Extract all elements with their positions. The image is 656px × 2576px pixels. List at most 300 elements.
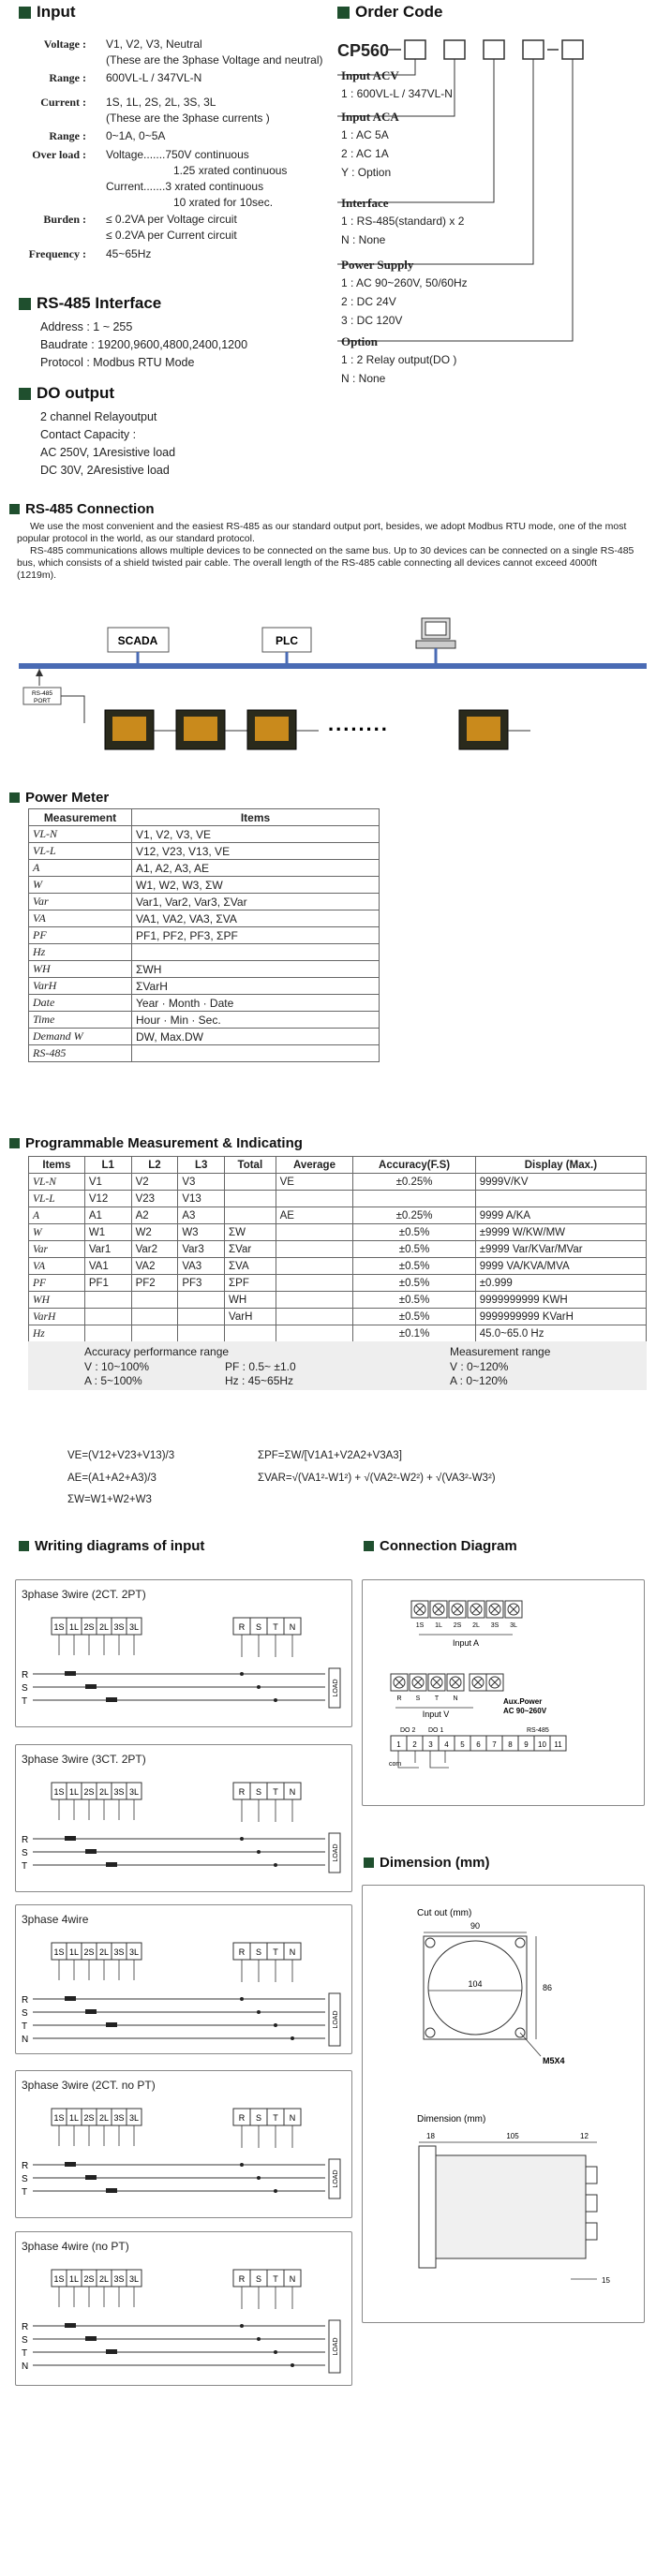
table-row <box>29 1224 647 1241</box>
order-code-option: 2 : DC 24V <box>341 295 396 308</box>
pt-terminal-label: S <box>255 2274 262 2284</box>
items-cell: ΣVarH <box>132 978 380 995</box>
programmable-cell: ±0.25% <box>353 1207 475 1224</box>
rs485-interface-details <box>40 318 247 372</box>
terminal-label: 1S <box>415 1622 425 1629</box>
aux-range-label: AC 90~260V <box>503 1707 547 1715</box>
ct-terminal-label: 3L <box>128 2274 140 2284</box>
computer-icon <box>416 618 455 648</box>
ct-terminal-label: 3L <box>128 2113 140 2123</box>
phase-line-label: T <box>22 2021 28 2032</box>
ct-terminal-label: 2S <box>83 2274 95 2284</box>
ct-coil-icon <box>85 2009 97 2014</box>
programmable-header: Items <box>29 1157 85 1174</box>
do-line: Contact Capacity : <box>40 428 137 441</box>
writing-diagrams-title: Writing diagrams of input <box>19 1538 204 1554</box>
table-row <box>29 894 380 910</box>
phase-line-label: S <box>22 2174 28 2184</box>
ct-terminal-label: 2S <box>83 1787 95 1797</box>
programmable-cell <box>84 1292 131 1309</box>
input-spec-value: Current.......3 xrated continuous <box>106 180 264 193</box>
programmable-cell: PF1 <box>84 1275 131 1292</box>
ct-coil-icon <box>106 2349 117 2354</box>
ct-coil-icon <box>106 1697 117 1702</box>
order-code-option: 1 : AC 90~260V, 50/60Hz <box>341 276 468 289</box>
ct-terminal-label: 3L <box>128 1622 140 1632</box>
section-square-icon <box>19 7 31 19</box>
programmable-cell <box>353 1191 475 1207</box>
table-row <box>29 826 380 843</box>
programmable-cell: V12 <box>84 1191 131 1207</box>
ct-terminal-label: 1L <box>68 1947 80 1957</box>
input-spec-row <box>0 37 86 52</box>
width-90-label: 90 <box>470 1921 481 1931</box>
phase-line-label: T <box>22 2348 28 2359</box>
phase-line-label: R <box>22 2322 29 2332</box>
load-label: LOAD <box>333 2010 339 2029</box>
programmable-cell <box>84 1325 131 1342</box>
table-row <box>29 944 380 961</box>
pt-terminal-label: R <box>238 2113 246 2123</box>
input-spec-label: Current : <box>40 96 86 109</box>
ct-coil-icon <box>106 1862 117 1867</box>
table-row <box>29 843 380 860</box>
bottom-terminal-label: 3 <box>428 1740 433 1749</box>
scada-label: SCADA <box>117 634 158 647</box>
power-meter-title: Power Meter <box>9 790 109 806</box>
writing-diagram-title: 3phase 3wire (2CT. no PT) <box>22 2079 156 2092</box>
plc-label: PLC <box>276 634 298 647</box>
do1-label: DO 1 <box>428 1727 444 1734</box>
table-row <box>29 978 380 995</box>
terminal-label: 3S <box>490 1622 499 1629</box>
programmable-cell <box>276 1241 353 1258</box>
programmable-cell <box>276 1224 353 1241</box>
programmable-cell: ±0.25% <box>353 1174 475 1191</box>
order-code-option: 2 : AC 1A <box>341 147 389 160</box>
table-row <box>29 910 380 927</box>
input-spec-value: 1S, 1L, 2S, 2L, 3S, 3L <box>106 96 216 109</box>
table-row <box>29 1207 647 1224</box>
meter-display-icon <box>467 717 500 741</box>
do-line: AC 250V, 1Aresistive load <box>40 446 176 459</box>
rs485-para-2: RS-485 communications allows multiple devices to be connected on the same bus. Up to 30 devices can be connected on a single RS-485 bus, which consists of a shield twisted pair cable. The overall length of the RS-485 cable connecting all devices cannot exceed 4000ft (1219m). <box>17 545 634 581</box>
table-row <box>29 1191 647 1207</box>
order-code-title: Order Code <box>337 3 443 22</box>
programmable-cell: ±9999 Var/KVar/MVar <box>475 1241 646 1258</box>
rs485-baudrate: Baudrate : 19200,9600,4800,2400,1200 <box>40 338 248 351</box>
continuation-dots: ........ <box>328 712 389 735</box>
input-spec-label: Range : <box>49 129 86 142</box>
programmable-cell: ±0.5% <box>353 1309 475 1325</box>
programmable-cell: 45.0~65.0 Hz <box>475 1325 646 1342</box>
ct-terminal-label: 1L <box>68 2274 80 2284</box>
power-meter-header: Items <box>132 809 380 826</box>
programmable-cell: ±0.5% <box>353 1292 475 1309</box>
writing-diagram-box <box>15 2231 352 2386</box>
meter-display-icon <box>184 717 217 741</box>
pt-terminal-label: R <box>238 1947 246 1957</box>
order-code-option: N : None <box>341 233 386 246</box>
programmable-cell <box>276 1275 353 1292</box>
pt-terminal-label: S <box>255 1622 262 1632</box>
measurement-cell: W <box>29 877 132 894</box>
programmable-cell: Var1 <box>84 1241 131 1258</box>
phase-line-label: S <box>22 1683 28 1694</box>
items-cell: DW, Max.DW <box>132 1029 380 1045</box>
programmable-cell: ±9999 W/KW/MW <box>475 1224 646 1241</box>
programmable-cell <box>178 1325 225 1342</box>
items-cell: ΣWH <box>132 961 380 978</box>
ct-terminal-label: 2L <box>98 1622 110 1632</box>
programmable-cell <box>276 1191 353 1207</box>
programmable-cell: W3 <box>178 1224 225 1241</box>
programmable-cell: V3 <box>178 1174 225 1191</box>
pt-terminal-label: N <box>289 1622 296 1632</box>
dim-15-label: 15 <box>602 2276 610 2285</box>
pt-terminal-label: R <box>238 1622 246 1632</box>
programmable-header: Display (Max.) <box>475 1157 646 1174</box>
programmable-cell: W <box>29 1224 85 1241</box>
svg-text:PORT: PORT <box>34 698 51 704</box>
rs485-address: Address : 1 ~ 255 <box>40 320 133 333</box>
wiring-schematic <box>16 2232 351 2385</box>
order-code-option: 1 : 2 Relay output(DO ) <box>341 353 457 366</box>
section-square-icon <box>9 504 20 514</box>
programmable-cell: Var2 <box>131 1241 178 1258</box>
ct-terminal-label: 3L <box>128 1787 140 1797</box>
programmable-header: Total <box>225 1157 276 1174</box>
phase-line-label: R <box>22 1670 29 1680</box>
measurement-cell: A <box>29 860 132 877</box>
pt-terminal-label: T <box>273 2274 278 2284</box>
ct-coil-icon <box>106 2188 117 2193</box>
measurement-cell: VL-L <box>29 843 132 860</box>
ct-terminal-label: 2L <box>98 1787 110 1797</box>
writing-diagram-title: 3phase 4wire <box>22 1913 89 1926</box>
programmable-cell: V23 <box>131 1191 178 1207</box>
programmable-title: Programmable Measurement & Indicating <box>9 1135 303 1151</box>
formula-sum-var: ΣVAR=√(VA1²-W1²) + √(VA2²-W2²) + √(VA3²-W3²) <box>258 1473 496 1484</box>
table-row <box>29 1258 647 1275</box>
rs485-protocol: Protocol : Modbus RTU Mode <box>40 356 195 369</box>
ct-coil-icon <box>65 1996 76 2001</box>
dim-18-label: 18 <box>426 2132 435 2140</box>
items-cell <box>132 944 380 961</box>
programmable-cell: A2 <box>131 1207 178 1224</box>
bottom-terminal-label: 4 <box>444 1740 449 1749</box>
ct-coil-icon <box>65 2323 76 2328</box>
order-code-group-label: Interface <box>341 196 389 210</box>
programmable-cell: VE <box>276 1174 353 1191</box>
width-104-label: 104 <box>468 1979 483 1989</box>
ct-terminal-label: 3L <box>128 1947 140 1957</box>
input-spec-value: 10 xrated for 10sec. <box>173 196 274 209</box>
table-row <box>29 1045 380 1062</box>
measurement-cell: PF <box>29 927 132 944</box>
ct-terminal-label: 3S <box>113 2113 125 2123</box>
input-spec-row <box>0 129 86 143</box>
pt-terminal-label: N <box>289 1787 296 1797</box>
programmable-cell: ΣW <box>225 1224 276 1241</box>
writing-diagram-box <box>15 1744 352 1892</box>
programmable-cell: Var <box>29 1241 85 1258</box>
programmable-cell: V2 <box>131 1174 178 1191</box>
measurement-cell: Time <box>29 1012 132 1029</box>
formula-ve: VE=(V12+V23+V13)/3 <box>67 1450 175 1461</box>
meter-display-icon <box>112 717 146 741</box>
programmable-cell <box>225 1191 276 1207</box>
ct-terminal-label: 1S <box>53 1622 65 1632</box>
pt-terminal-label: N <box>289 2274 296 2284</box>
height-86-label: 86 <box>543 1983 553 1992</box>
input-title: Input <box>19 3 76 22</box>
programmable-cell: 9999999999 KWH <box>475 1292 646 1309</box>
ct-coil-icon <box>85 2336 97 2341</box>
items-cell: Year · Month · Date <box>132 995 380 1012</box>
terminal-label: R <box>396 1695 402 1702</box>
programmable-cell: VarH <box>29 1309 85 1325</box>
table-row <box>29 1012 380 1029</box>
programmable-cell: AE <box>276 1207 353 1224</box>
items-cell: V1, V2, V3, VE <box>132 826 380 843</box>
programmable-cell: A3 <box>178 1207 225 1224</box>
items-cell: V12, V23, V13, VE <box>132 843 380 860</box>
measurement-cell: RS-485 <box>29 1045 132 1062</box>
ct-terminal-label: 1S <box>53 2113 65 2123</box>
programmable-cell: ±0.5% <box>353 1224 475 1241</box>
pt-terminal-label: S <box>255 1947 262 1957</box>
programmable-cell <box>131 1309 178 1325</box>
dim-12-label: 12 <box>580 2132 589 2140</box>
order-code-option: Y : Option <box>341 166 392 179</box>
load-label: LOAD <box>333 2337 339 2356</box>
measurement-cell: VL-N <box>29 826 132 843</box>
do-output-title: DO output <box>19 384 114 403</box>
input-spec-value: ≤ 0.2VA per Current circuit <box>106 229 237 242</box>
writing-diagram-box <box>15 2070 352 2218</box>
programmable-cell: 9999999999 KVarH <box>475 1309 646 1325</box>
terminal-label: 3L <box>510 1622 517 1629</box>
bottom-terminal-label: 6 <box>476 1740 481 1749</box>
items-cell: Hour · Min · Sec. <box>132 1012 380 1029</box>
load-label: LOAD <box>333 2169 339 2188</box>
phase-line-label: S <box>22 1848 28 1858</box>
programmable-cell <box>276 1309 353 1325</box>
rs485-network-diagram <box>19 600 647 787</box>
rs485-label: RS-485 <box>527 1727 549 1734</box>
pt-terminal-label: R <box>238 1787 246 1797</box>
input-spec-value: (These are the 3phase currents ) <box>106 111 270 125</box>
programmable-cell: W1 <box>84 1224 131 1241</box>
pt-terminal-label: S <box>255 1787 262 1797</box>
ct-terminal-label: 2S <box>83 2113 95 2123</box>
input-spec-label: Range : <box>49 71 86 84</box>
table-row <box>29 1029 380 1045</box>
programmable-cell: Hz <box>29 1325 85 1342</box>
table-row <box>29 860 380 877</box>
input-spec-value: Voltage.......750V continuous <box>106 148 249 161</box>
ct-terminal-label: 3S <box>113 1622 125 1632</box>
accuracy-a: A : 5~100% <box>84 1374 142 1387</box>
ct-terminal-label: 2L <box>98 1947 110 1957</box>
measurement-cell: Hz <box>29 944 132 961</box>
programmable-cell <box>178 1292 225 1309</box>
ct-coil-icon <box>85 1684 97 1689</box>
ct-terminal-label: 2S <box>83 1622 95 1632</box>
measurement-cell: WH <box>29 961 132 978</box>
section-square-icon <box>19 1541 29 1551</box>
programmable-cell: 9999 A/KA <box>475 1207 646 1224</box>
terminal-label: 2S <box>453 1622 462 1629</box>
bottom-terminal-label: 1 <box>396 1740 401 1749</box>
input-spec-value: 45~65Hz <box>106 247 152 260</box>
programmable-cell: ±0.5% <box>353 1258 475 1275</box>
programmable-cell <box>475 1191 646 1207</box>
programmable-cell: 9999V/KV <box>475 1174 646 1191</box>
accuracy-hz: Hz : 45~65Hz <box>225 1374 294 1387</box>
ct-terminal-label: 3S <box>113 1787 125 1797</box>
power-meter-table <box>28 808 380 1062</box>
phase-line-label: T <box>22 1861 28 1872</box>
ct-coil-icon <box>106 2022 117 2027</box>
bottom-terminal-label: 11 <box>554 1740 562 1749</box>
input-spec-value: ≤ 0.2VA per Voltage circuit <box>106 213 237 226</box>
connection-diagram-title: Connection Diagram <box>364 1538 517 1554</box>
ct-terminal-label: 2L <box>98 2274 110 2284</box>
programmable-cell: W2 <box>131 1224 178 1241</box>
order-code-group-label: Option <box>341 334 379 348</box>
programmable-cell: PF3 <box>178 1275 225 1292</box>
programmable-cell: 9999 VA/KVA/MVA <box>475 1258 646 1275</box>
load-label: LOAD <box>333 1843 339 1862</box>
writing-diagram-box <box>15 1904 352 2054</box>
pt-terminal-label: T <box>273 1622 278 1632</box>
ct-terminal-label: 3S <box>113 1947 125 1957</box>
programmable-header: Accuracy(F.S) <box>353 1157 475 1174</box>
connection-svg <box>363 1580 644 1805</box>
ct-terminal-label: 1S <box>53 1947 65 1957</box>
cutout-label: Cut out (mm) <box>417 1908 472 1918</box>
programmable-header: L2 <box>131 1157 178 1174</box>
input-spec-label: Over load : <box>32 148 86 161</box>
programmable-header: L3 <box>178 1157 225 1174</box>
programmable-cell: VL-N <box>29 1174 85 1191</box>
programmable-cell: ±0.5% <box>353 1275 475 1292</box>
dimension-svg <box>363 1886 644 2322</box>
terminal-label: N <box>453 1695 458 1702</box>
input-spec-row <box>0 71 86 85</box>
measurement-a: A : 0~120% <box>450 1374 508 1387</box>
input-spec-row <box>0 213 86 227</box>
do-output-details <box>40 408 175 480</box>
table-row <box>29 1241 647 1258</box>
wiring-schematic <box>16 1745 351 1891</box>
power-meter-header: Measurement <box>29 809 132 826</box>
input-spec-value: 0~1A, 0~5A <box>106 129 166 142</box>
measurement-cell: VarH <box>29 978 132 995</box>
pt-terminal-label: S <box>255 2113 262 2123</box>
writing-diagram-title: 3phase 3wire (2CT. 2PT) <box>22 1588 146 1601</box>
connection-diagram-box <box>362 1579 645 1806</box>
section-square-icon <box>19 388 31 400</box>
ct-terminal-label: 1S <box>53 1787 65 1797</box>
rs485-para-1: We use the most convenient and the easiest RS-485 as our standard output port, besides, we adopt Modbus RTU mode, one of the most popular protocol in the world, as our standard protocol. <box>17 521 627 544</box>
ct-terminal-label: 2S <box>83 1947 95 1957</box>
programmable-cell: V1 <box>84 1174 131 1191</box>
ct-terminal-label: 2L <box>98 2113 110 2123</box>
input-spec-row <box>0 148 86 162</box>
measurement-cell: Var <box>29 894 132 910</box>
wiring-schematic <box>16 1905 351 2053</box>
table-row <box>29 1275 647 1292</box>
dimension-title: Dimension (mm) <box>364 1855 490 1871</box>
order-code-group-label: Power Supply <box>341 258 414 272</box>
input-spec-value: V1, V2, V3, Neutral <box>106 37 202 51</box>
items-cell: VA1, VA2, VA3, ΣVA <box>132 910 380 927</box>
bottom-terminal-label: 7 <box>492 1740 497 1749</box>
do2-label: DO 2 <box>400 1727 416 1734</box>
programmable-cell: A <box>29 1207 85 1224</box>
order-code-group-label: Input ACA <box>341 110 399 124</box>
measurement-title: Measurement range <box>450 1345 551 1358</box>
phase-line-label: R <box>22 1995 29 2006</box>
writing-diagram-title: 3phase 3wire (3CT. 2PT) <box>22 1753 146 1766</box>
dimension-side-label: Dimension (mm) <box>417 2114 486 2124</box>
bottom-terminal-label: 2 <box>412 1740 417 1749</box>
wiring-schematic <box>16 1580 351 1726</box>
com-label: com <box>389 1761 402 1768</box>
meter-display-icon <box>255 717 289 741</box>
aux-power-label: Aux.Power <box>503 1697 543 1706</box>
programmable-cell: V13 <box>178 1191 225 1207</box>
programmable-cell: WH <box>29 1292 85 1309</box>
order-code-group-label: Input ACV <box>341 68 399 82</box>
programmable-cell: WH <box>225 1292 276 1309</box>
rs485-interface-title: RS-485 Interface <box>19 294 161 313</box>
ct-coil-icon <box>85 1849 97 1854</box>
items-cell: A1, A2, A3, AE <box>132 860 380 877</box>
input-spec-label: Burden : <box>43 213 86 226</box>
pt-terminal-label: T <box>273 1947 278 1957</box>
table-row <box>29 961 380 978</box>
bottom-terminal-label: 9 <box>524 1740 529 1749</box>
input-spec-label: Frequency : <box>28 247 86 260</box>
phase-line-label: N <box>22 2035 29 2045</box>
programmable-cell <box>131 1292 178 1309</box>
phase-line-label: N <box>22 2361 29 2372</box>
ct-coil-icon <box>65 1836 76 1841</box>
input-spec-value: 600VL-L / 347VL-N <box>106 71 202 84</box>
section-square-icon <box>9 792 20 803</box>
input-spec-value: (These are the 3phase Voltage and neutral) <box>106 53 323 67</box>
table-row <box>29 1174 647 1191</box>
input-spec-value: 1.25 xrated continuous <box>173 164 288 177</box>
section-square-icon <box>337 7 350 19</box>
ct-coil-icon <box>65 1671 76 1676</box>
dimension-box <box>362 1885 645 2323</box>
programmable-cell: PF <box>29 1275 85 1292</box>
items-cell: PF1, PF2, PF3, ΣPF <box>132 927 380 944</box>
programmable-cell: VA <box>29 1258 85 1275</box>
programmable-cell <box>276 1258 353 1275</box>
programmable-cell: VA1 <box>84 1258 131 1275</box>
programmable-cell: ±0.5% <box>353 1241 475 1258</box>
input-spec-label: Voltage : <box>43 37 86 51</box>
table-row <box>29 1309 647 1325</box>
accuracy-title: Accuracy performance range <box>84 1345 230 1358</box>
measurement-cell: Date <box>29 995 132 1012</box>
